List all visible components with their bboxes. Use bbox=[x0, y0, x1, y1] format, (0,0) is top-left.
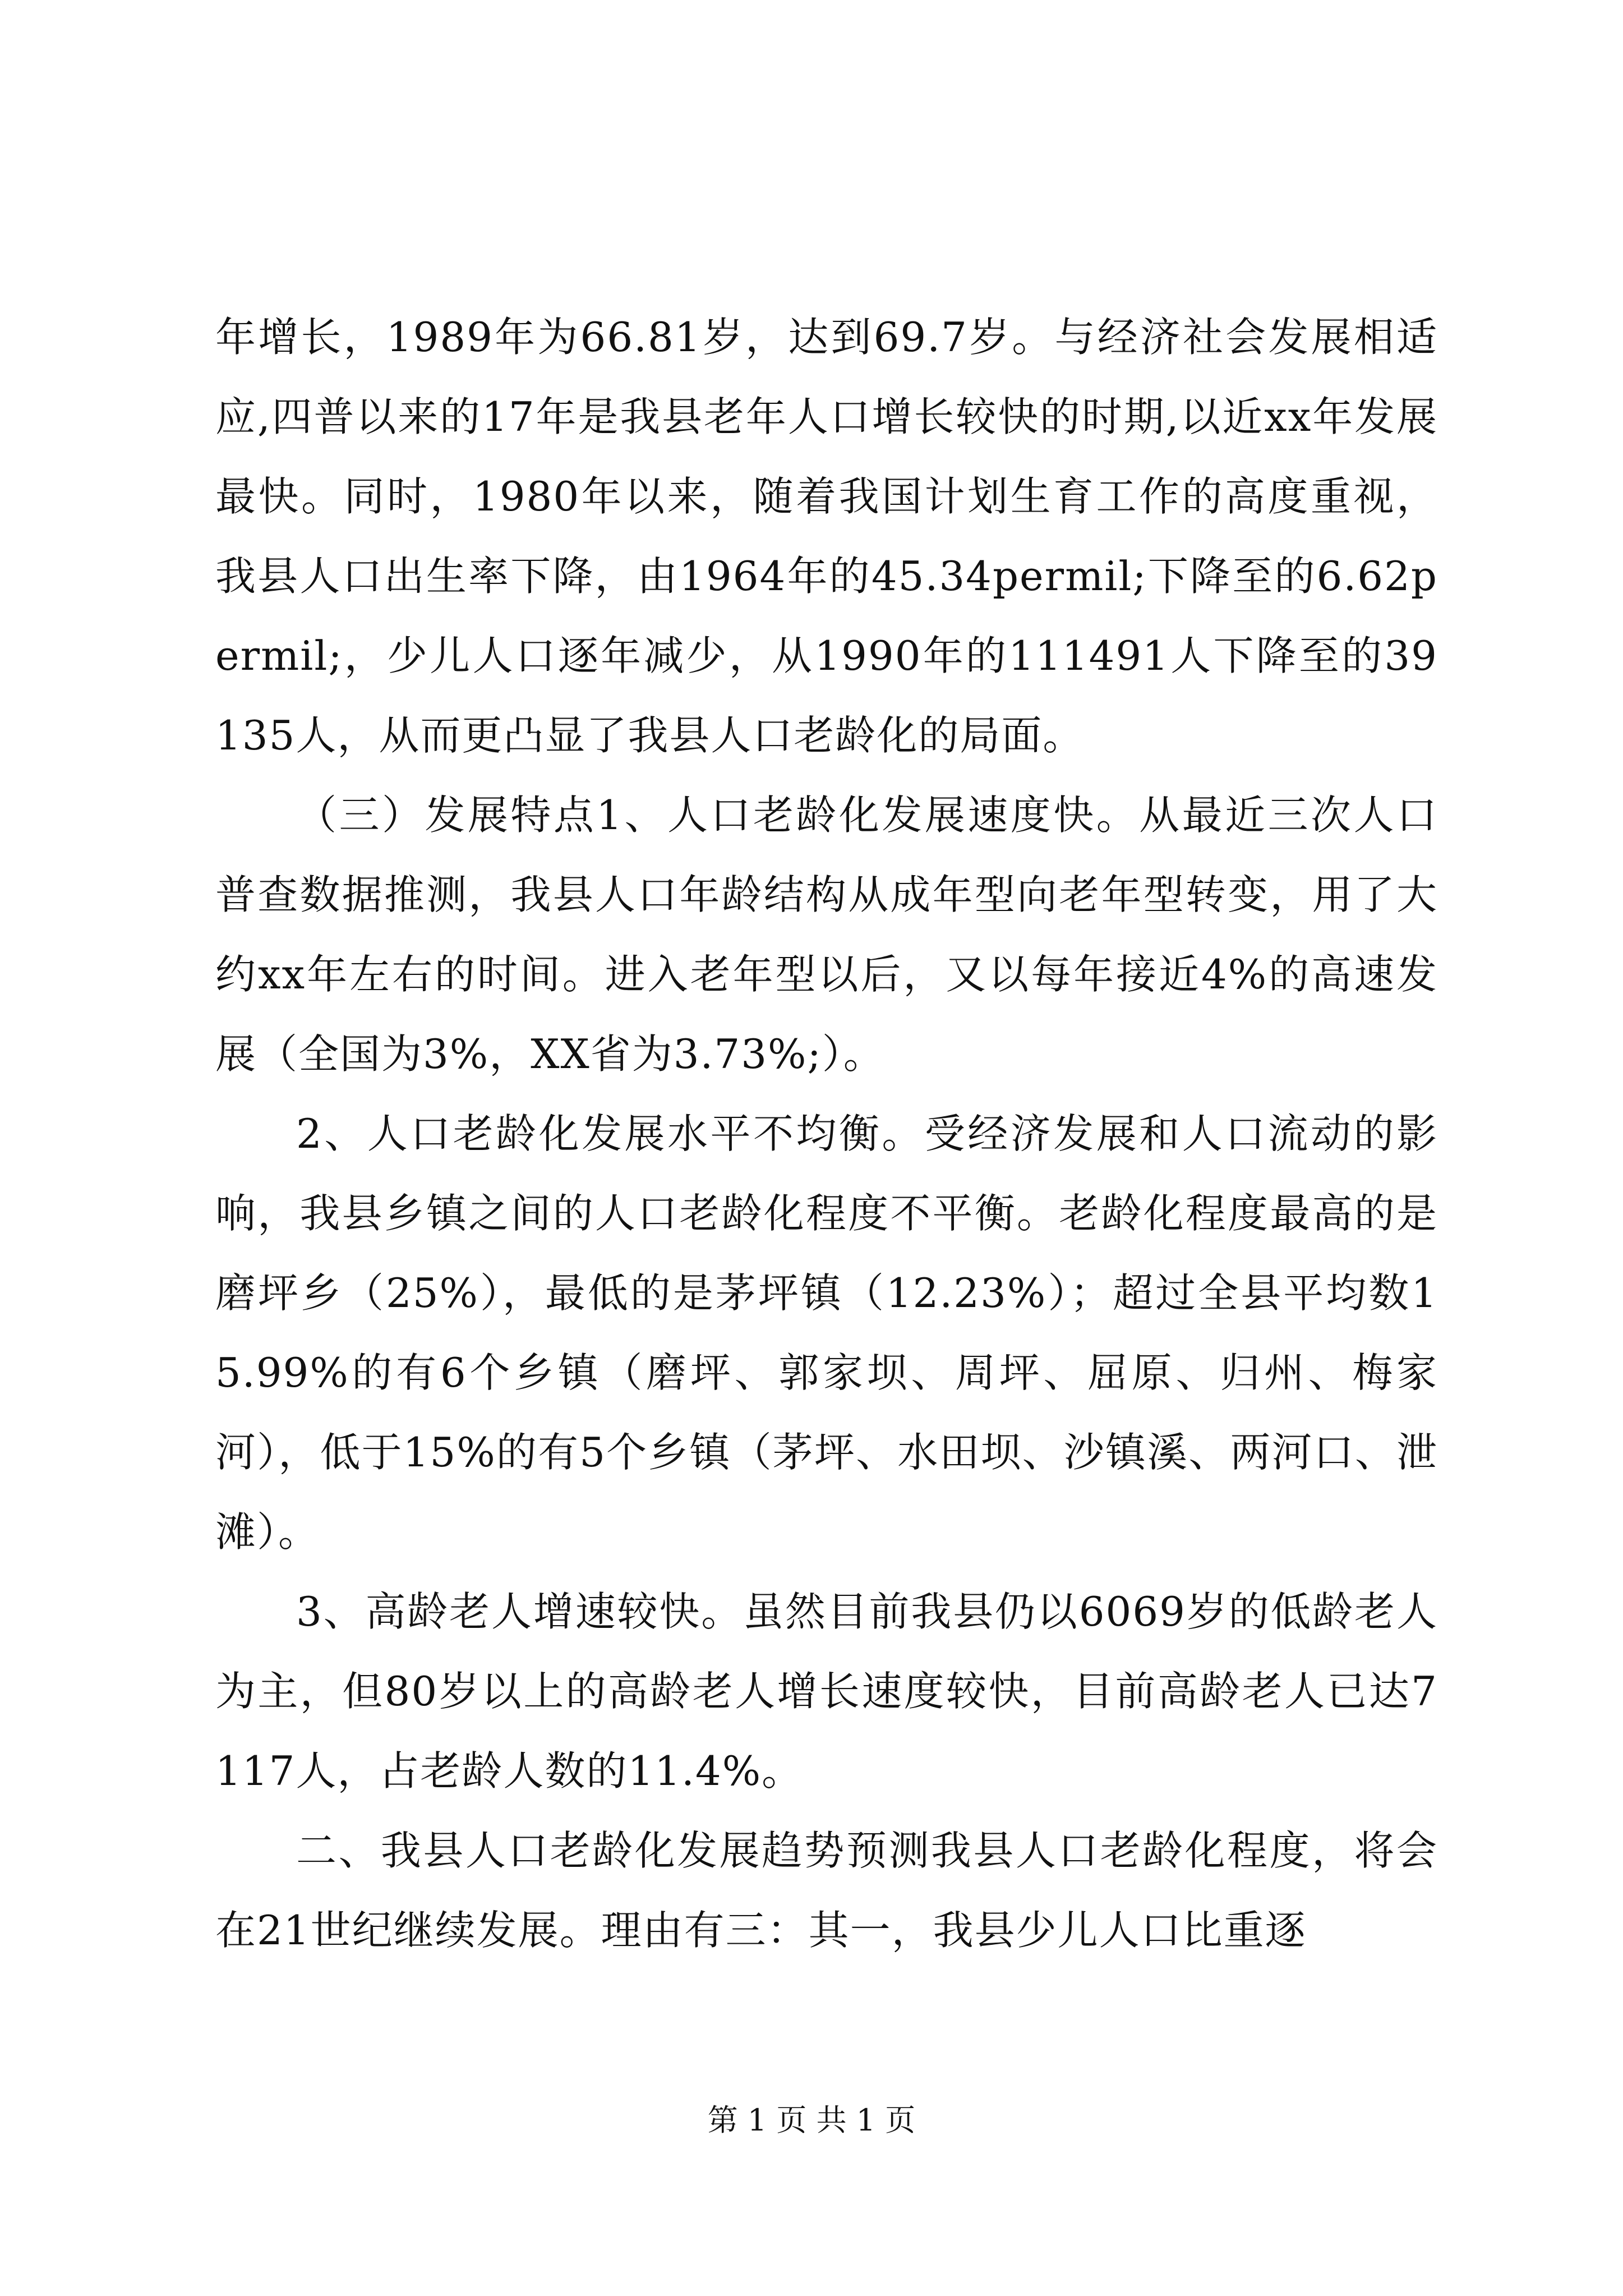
page-footer: 第 1 页 共 1 页 bbox=[707, 2102, 916, 2138]
paragraph-3: 2、人口老龄化发展水平不均衡。受经济发展和人口流动的影响，我县乡镇之间的人口老龄化程度不平衡。老龄化程度最高的是磨坪乡（25%），最低的是茅坪镇（12.23%）；超过全县平均数15.99%的有6个乡镇（磨坪、郭家坝、周坪、屈原、归州、梅家河），低于15%的有5个乡镇（茅坪、水田坝、沙镇溪、两河口、泄滩）。 bbox=[215, 1110, 1438, 1556]
paragraph-5: 二、我县人口老龄化发展趋势预测我县人口老龄化程度，将会在21世纪继续发展。理由有三：其一，我县少儿人口比重逐 bbox=[215, 1827, 1438, 1954]
paragraph-1: 年增长，1989年为66.81岁，达到69.7岁。与经济社会发展相适应,四普以来的17年是我县老年人口增长较快的时期,以近xx年发展最快。同时，1980年以来，随着我国计划生育工作的高度重视，我县人口出生率下降，由1964年的45.34permil;下降至的6.62permil;，少儿人口逐年减少，从1990年的111491人下降至的39135人，从而更凸显了我县人口老龄化的局面。 bbox=[215, 314, 1438, 759]
paragraph-2: （三）发展特点1、人口老龄化发展速度快。从最近三次人口普查数据推测，我县人口年龄结构从成年型向老年型转变，用了大约xx年左右的时间。进入老年型以后，又以每年接近4%的高速发展（全国为3%，XX省为3.73%;）。 bbox=[215, 792, 1438, 1078]
paragraph-4: 3、高龄老人增速较快。虽然目前我县仍以6069岁的低龄老人为主，但80岁以上的高龄老人增长速度较快，目前高龄老人已达7117人，占老龄人数的11.4%。 bbox=[215, 1588, 1438, 1795]
document-body bbox=[215, 297, 1438, 1970]
